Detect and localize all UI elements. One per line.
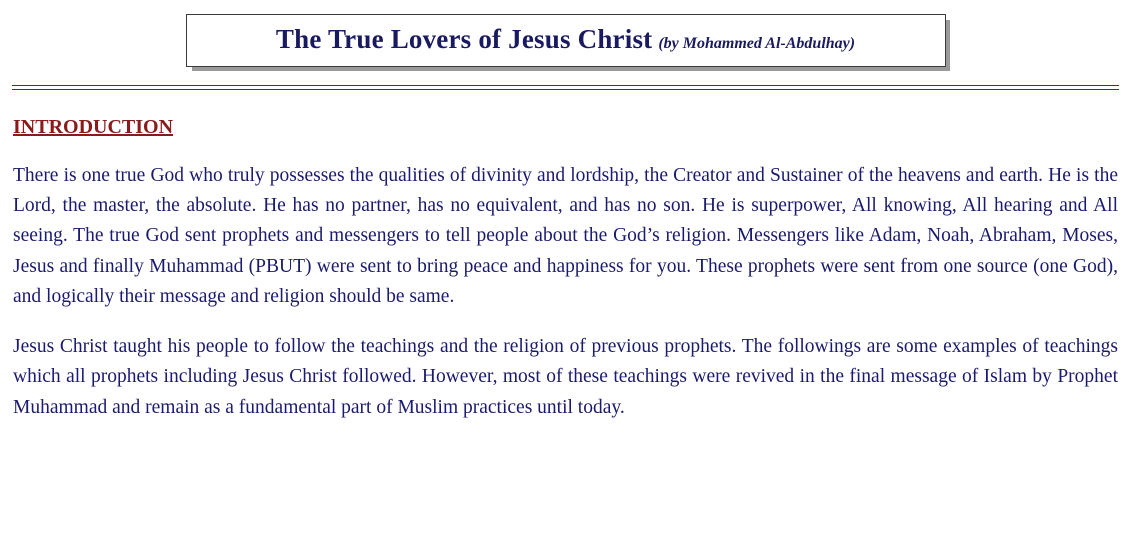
section-heading-introduction: INTRODUCTION (13, 116, 174, 138)
title-container (0, 0, 1131, 67)
document-author: (by Mohammed Al-Abdulhay) (658, 35, 856, 52)
section-heading-wrap (13, 90, 1118, 139)
title-box (186, 14, 946, 67)
document-title: The True Lovers of Jesus Christ (275, 24, 653, 54)
document-body (0, 90, 1131, 423)
paragraph-2: Jesus Christ taught his people to follow the teachings and the religion of previous prophets. The followings are some examples of teachings which all prophets including Jesus Christ followed. However, most of these teachings were revived in the final message of Islam by Prophet Muhammad and remain as a fundamental part of Muslim practices until today. (13, 336, 1118, 418)
paragraph-1: There is one true God who truly possesses the qualities of divinity and lordship, the Creator and Sustainer of the heavens and earth. He is the Lord, the master, the absolute. He has no partner, has no equivalent, and has no son. He is superpower, All knowing, All hearing and All seeing. The true God sent prophets and messengers to tell people about the God’s religion. Messengers like Adam, Noah, Abraham, Moses, Jesus and finally Muhammad (PBUT) were sent to bring peace and happiness for you. These prophets were sent from one source (one God), and logically their message and religion should be same. (13, 165, 1118, 307)
